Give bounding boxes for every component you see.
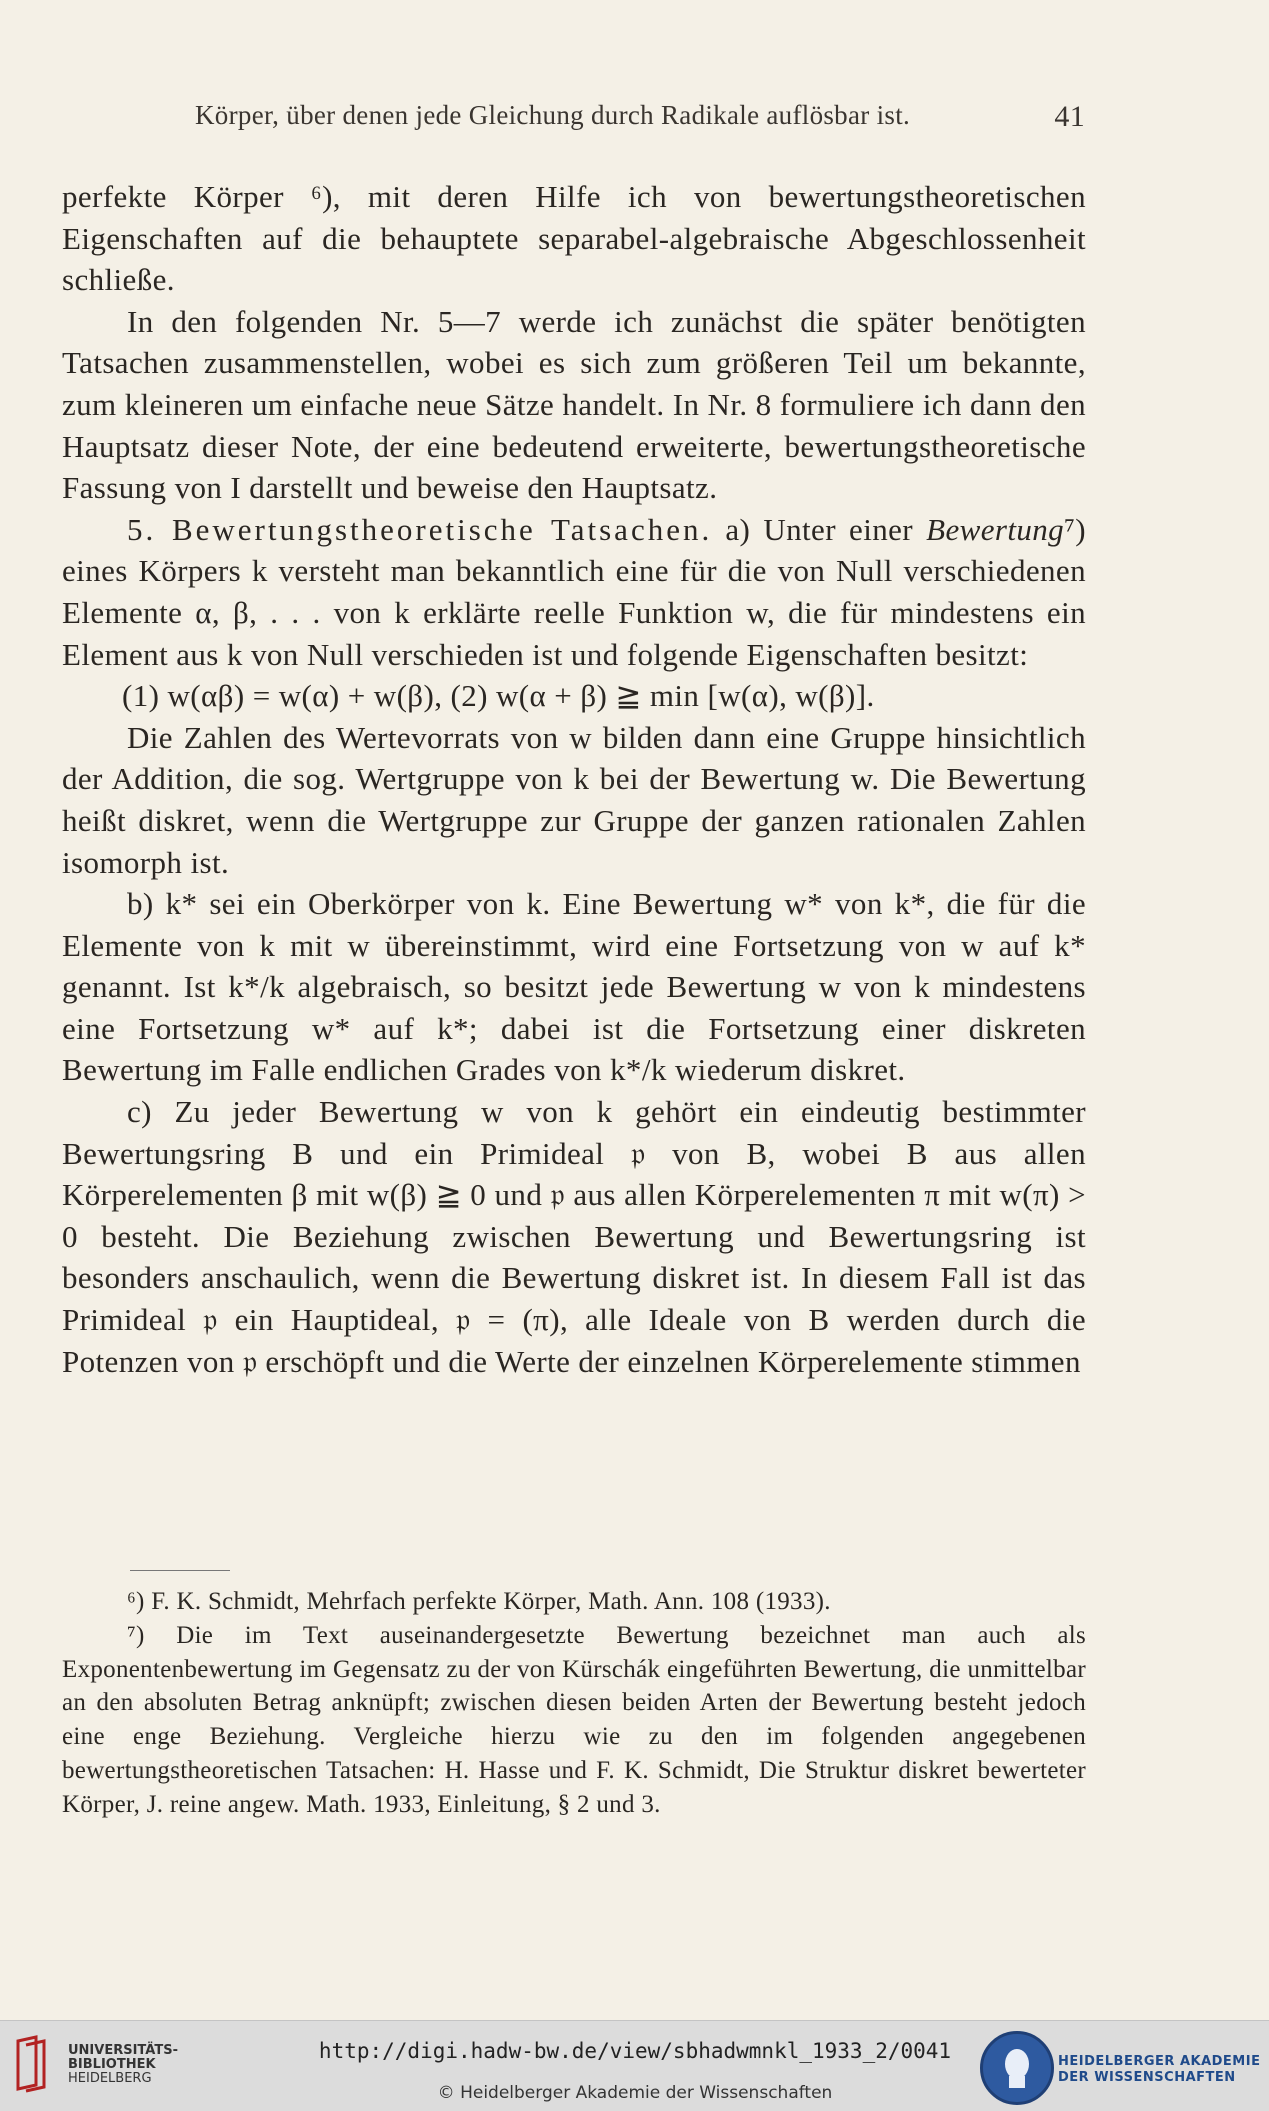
paragraph-3 <box>62 509 1086 675</box>
paragraph-2: In den folgenden Nr. 5—7 werde ich zunächst die später benötigten Tatsachen zusammenstellen, wobei es sich zum größeren Teil um bekannte, zum kleineren um einfache neue Sätze handelt. In Nr. 8 formuliere ich dann den Hauptsatz dieser Note, der eine bedeutend erweiterte, bewertungstheoretische Fassung von I darstellt und beweise den Hauptsatz. <box>62 303 1086 506</box>
term-bewertung: Bewertung <box>926 511 1065 547</box>
footnote-rule <box>130 1570 230 1571</box>
paragraph-4: Die Zahlen des Wertevorrats von w bilden dann eine Gruppe hinsichtlich der Addition, die sog. Wertgruppe von k bei der Bewertung w. Die Bewertung heißt diskret, wenn die Wertgruppe zur Gruppe der ganzen rationalen Zahlen isomorph ist. <box>62 719 1086 880</box>
running-header <box>195 100 1085 131</box>
footnote-7: ⁷) Die im Text auseinandergesetzte Bewertung bezeichnet man auch als Exponentenbewertung im Gegensatz zu der von Kürschák eingeführten Bewertung, die unmittelbar an den absoluten Betrag anknüpft; zwischen diesen beiden Arten der Bewertung besteht jedoch eine enge Beziehung. Vergleiche hierzu wie zu den im folgenden angegebenen bewertungstheoretischen Tatsachen: H. Hasse und F. K. Schmidt, Die Struktur diskret bewerteter Körper, J. reine angew. Math. 1933, Einleitung, § 2 und 3. <box>62 1621 1086 1818</box>
footnote-6: ⁶) F. K. Schmidt, Mehrfach perfekte Körper, Math. Ann. 108 (1933). <box>127 1588 831 1615</box>
profile-head-icon <box>999 2046 1035 2090</box>
footnotes <box>62 1585 1086 1822</box>
viewer-footer <box>0 2020 1269 2111</box>
formula: (1) w(αβ) = w(α) + w(β), (2) w(α + β) ≧ min [w(α), w(β)]. <box>122 678 875 714</box>
university-library-logo-icon <box>14 2035 50 2093</box>
paragraph-3-rest: ⁷) eines Körpers k versteht man bekanntlich eine für die von Null verschiedenen Elemente α, β, . . . von k erklärte reelle Funktion w, die für mindestens ein Element aus k von Null verschieden ist und folgende Eigenschaften besitzt: <box>62 511 1086 672</box>
section-heading: 5. Bewertungstheoretische Tatsachen. <box>127 511 713 547</box>
main-text <box>62 176 1086 1382</box>
academy-name: HEIDELBERGER AKADEMIE DER WISSENSCHAFTEN <box>1058 2054 1261 2085</box>
paragraph-1: perfekte Körper ⁶), mit deren Hilfe ich von bewertungstheoretischen Eigenschaften auf die behauptete separabel-algebraische Abgeschlossenheit schließe. <box>62 179 1086 298</box>
university-library-name: UNIVERSITÄTS- BIBLIOTHEK HEIDELBERG <box>68 2043 178 2086</box>
paragraph-3-intro: a) Unter einer <box>725 511 914 547</box>
paragraph-6: c) Zu jeder Bewertung w von k gehört ein eindeutig bestimmter Bewertungsring B und ein Primideal 𝔭 von B, wobei B aus allen Körperelementen β mit w(β) ≧ 0 und 𝔭 aus allen Körperelementen π mit w(π) > 0 besteht. Die Beziehung zwischen Bewertung und Bewertungsring ist besonders anschaulich, wenn die Bewertung diskret ist. In diesem Fall ist das Primideal 𝔭 ein Hauptideal, 𝔭 = (π), alle Ideale von B werden durch die Potenzen von 𝔭 erschöpft und die Werte der einzelnen Körperelemente stimmen <box>62 1094 1086 1379</box>
paragraph-5: b) k* sei ein Oberkörper von k. Eine Bewertung w* von k*, die für die Elemente von k mit w übereinstimmt, wird eine Fortsetzung von w auf k* genannt. Ist k*/k algebraisch, so besitzt jede Bewertung w von k mindestens eine Fortsetzung w* auf k*; dabei ist die Fortsetzung einer diskreten Bewertung im Falle endlichen Grades von k*/k wiederum diskret. <box>62 886 1086 1088</box>
page-number: 41 <box>1054 100 1085 133</box>
permalink-url[interactable]: http://digi.hadw-bw.de/view/sbhadwmnkl_1933_2/0041 <box>318 2039 952 2063</box>
academy-seal-icon <box>980 2031 1054 2105</box>
copyright-notice: © Heidelberger Akademie der Wissenschaften <box>437 2083 833 2103</box>
running-title: Körper, über denen jede Gleichung durch Radikale auflösbar ist. <box>195 100 911 130</box>
